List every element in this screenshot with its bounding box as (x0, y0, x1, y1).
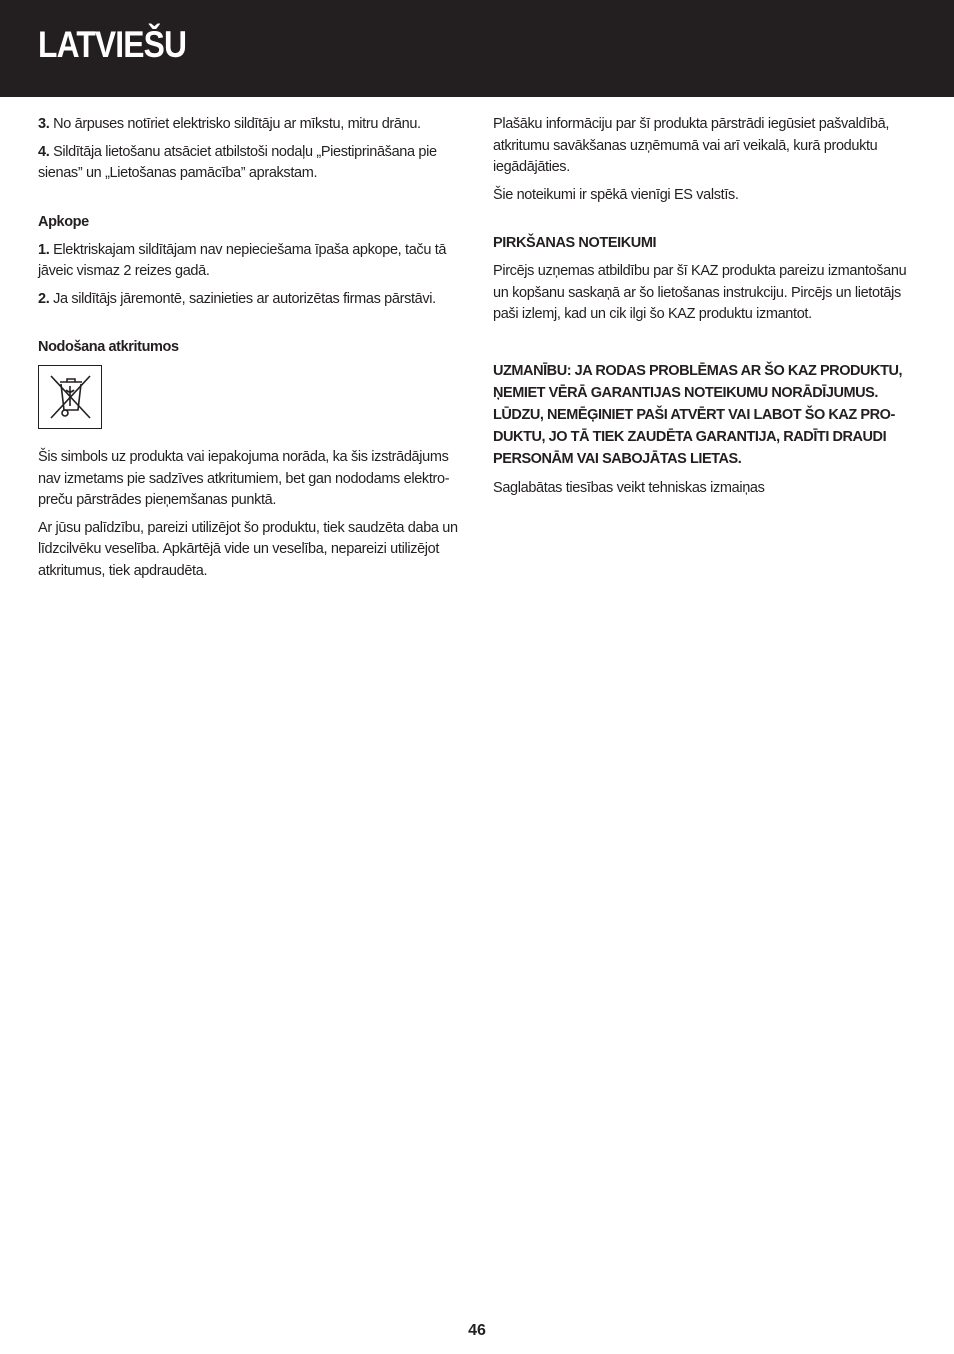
step-number: 4. (38, 143, 50, 160)
recycling-info-paragraph: Plašāku informāciju par šī produkta pārstrādi iegūsiet pašvaldībā, atkritumu savākšanas uzņēmumā vai arī veikalā, kurā produktu iegādājāties. (493, 116, 890, 175)
technical-changes-note: Saglabātas tiesības veikt tehniskas izmaiņas (493, 479, 765, 496)
step-number: 2. (38, 290, 50, 307)
crossed-out-wheelie-bin-icon (38, 365, 102, 429)
page-header (0, 0, 954, 97)
step-text: Ja sildītājs jāremontē, sazinieties ar autorizētas firmas pārstāvi. (53, 290, 436, 307)
maintenance-step-2 (38, 289, 463, 311)
eu-validity-paragraph: Šie noteikumi ir spēkā vienīgi ES valstīs. (493, 186, 739, 203)
disposal-paragraph-2: Ar jūsu palīdzību, pareizi utilizējot šo produktu, tiek saudzēta daba un līdzcilvēku veselība. Apkārtējā vide un veselība, nepareizi utilizējot atkritumus, tiek apdraudēta. (38, 519, 458, 579)
cleaning-step-3 (38, 114, 463, 136)
step-number: 3. (38, 116, 50, 132)
left-column (38, 114, 463, 588)
spacer (493, 212, 913, 233)
page-number: 46 (468, 1322, 486, 1339)
page-title: LATVIEŠU (38, 24, 187, 65)
step-text: Sildītāja lietošanu atsāciet atbilstoši nodaļu „Piestiprināšana pie sienas” un „Lietošanas pamācība” aprakstam. (38, 143, 437, 181)
spacer (38, 191, 463, 212)
weee-symbol (44, 370, 96, 424)
purchase-terms-heading: PIRKŠANAS NOTEIKUMI (493, 235, 657, 251)
spacer (38, 316, 463, 337)
step-text: Elektriskajam sildītājam nav nepieciešama īpaša apkope, taču tā jāveic vismaz 2 reizes gadā. (38, 241, 447, 279)
right-column (493, 114, 913, 505)
disposal-paragraph-1: Šis simbols uz produkta vai iepakojuma norāda, ka šis izstrādājums nav izmetams pie sadzīves atkritumiem, bet gan nododams elektro-preču pārstrādes pieņemšanas punktā. (38, 449, 450, 508)
cleaning-step-4 (38, 142, 463, 185)
spacer (493, 332, 913, 360)
maintenance-heading: Apkope (38, 213, 89, 230)
warning-paragraph: UZMANĪBU: JA RODAS PROBLĒMAS AR ŠO KAZ PRODUKTU, ŅEMIET VĒRĀ GARANTIJAS NOTEIKUMU NORĀDĪJUMUS. LŪDZU, NEMĒĢINIET PAŠI ATVĒRT VAI LABOT ŠO KAZ PRO-DUKTU, JO TĀ TIEK ZAUDĒTA GARANTIJA, RADĪTI DRAUDI PERSONĀM VAI SABOJĀTAS LIETAS. (493, 362, 903, 467)
maintenance-step-1 (38, 240, 463, 283)
disposal-heading: Nodošana atkritumos (38, 339, 179, 355)
step-text: No ārpuses notīriet elektrisko sildītāju ar mīkstu, mitru drānu. (53, 116, 421, 132)
step-number: 1. (38, 241, 50, 258)
purchase-terms-paragraph: Pircējs uzņemas atbildību par šī KAZ produkta pareizu izmantošanu un kopšanu saskaņā ar šo lietošanas instrukciju. Pircējs un lietotājs paši izlemj, kad un cik ilgi šo KAZ produktu izmantot. (493, 263, 907, 322)
